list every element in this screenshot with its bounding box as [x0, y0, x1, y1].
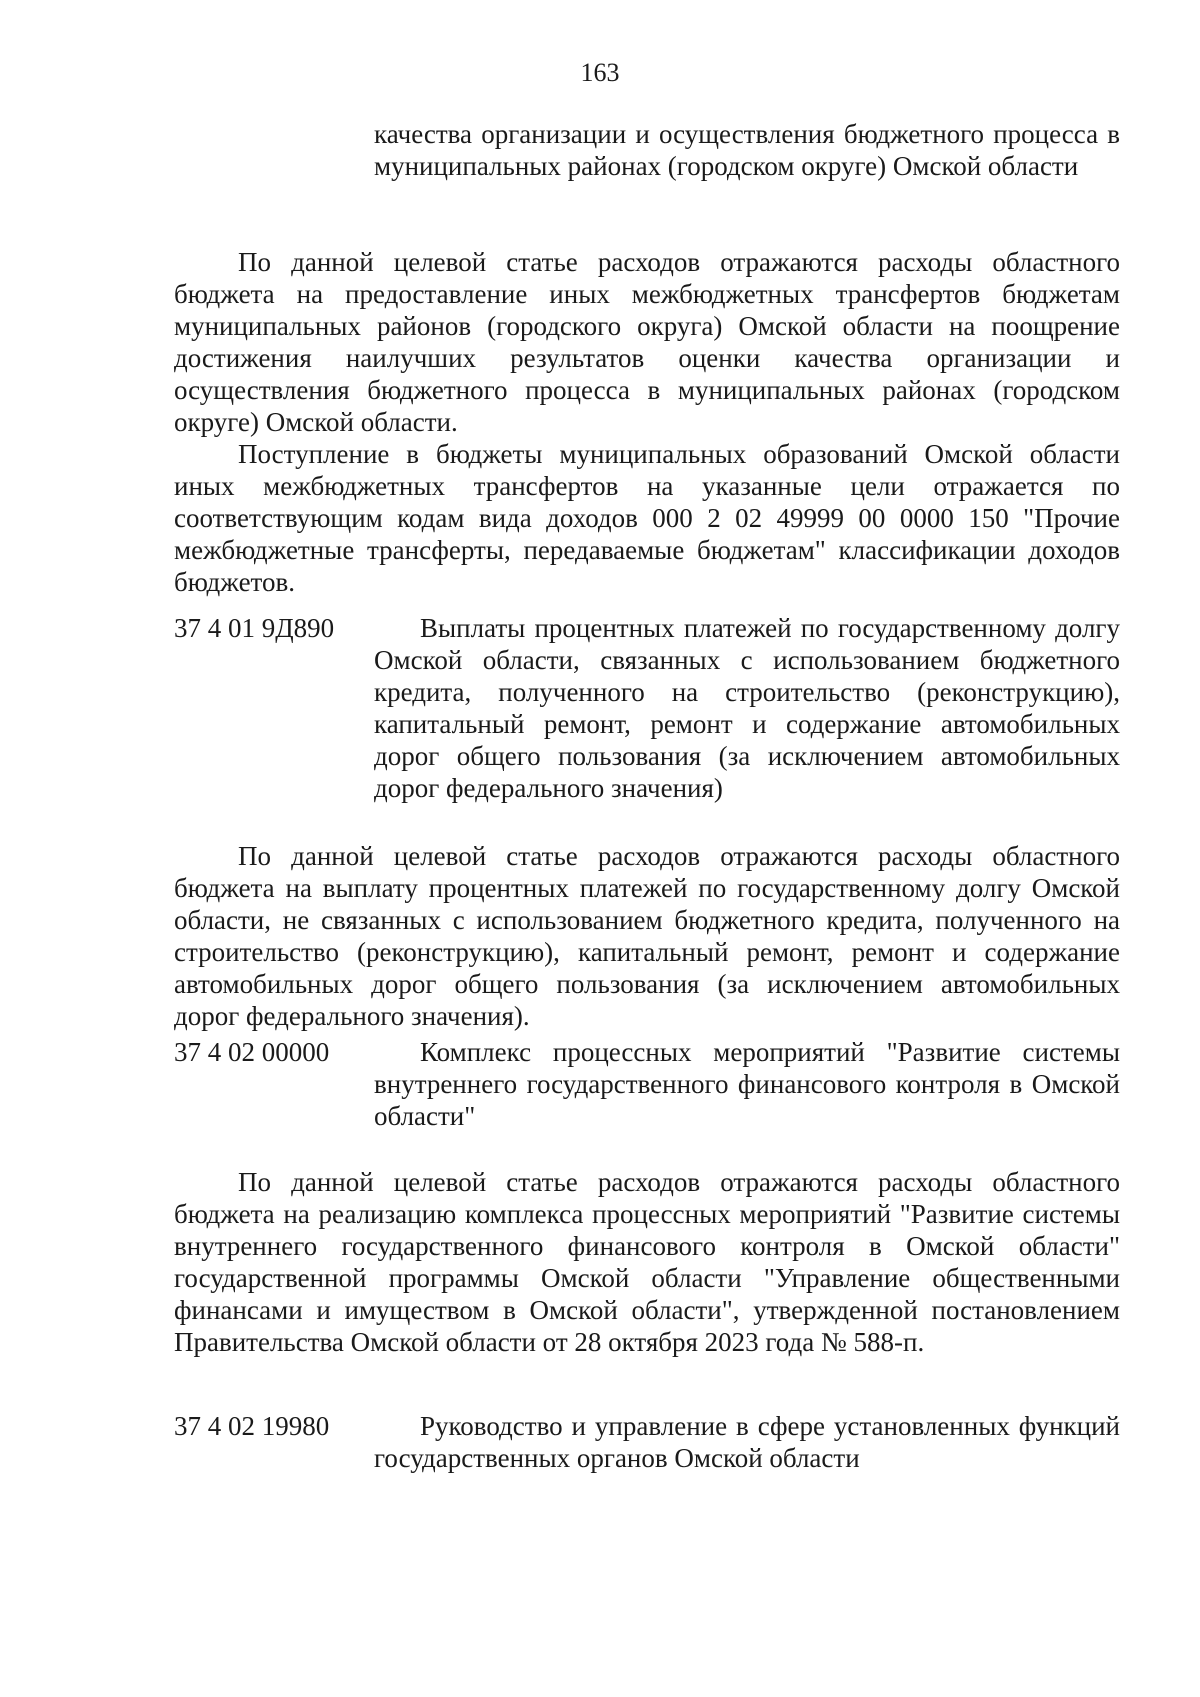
paragraph: По данной целевой статье расходов отражаются расходы областного бюджета на предоставление иных межбюджетных трансфертов бюджетам муниципальных районов (городского округа) Омской области на поощрение достижения наилучших результатов оценки качества организации и осуществления бюджетного процесса в муниципальных районах (городском округе) Омской области.	[174, 247, 1120, 437]
entry-title: Выплаты процентных платежей по государственному долгу Омской области, связанных с использованием бюджетного кредита, полученного на строительство (реконструкцию), капитальный ремонт, ремонт и содержание автомобильных дорог общего пользования (за исключением автомобильных дорог федерального значения)	[374, 613, 1120, 803]
entry-title: Руководство и управление в сфере установленных функций государственных органов Омской области	[374, 1411, 1120, 1473]
entry-title: Комплекс процессных мероприятий "Развитие системы внутреннего государственного финансового контроля в Омской области"	[374, 1037, 1120, 1131]
paragraph: Поступление в бюджеты муниципальных образований Омской области иных межбюджетных трансфертов на указанные цели отражается по соответствующим кодам вида доходов 000 2 02 49999 00 0000 150 "Прочие межбюджетные трансферты, передаваемые бюджетам" классификации доходов бюджетов.	[174, 439, 1120, 597]
budget-code: 37 4 01 9Д890	[174, 613, 335, 643]
heading-continuation: качества организации и осуществления бюджетного процесса в муниципальных районах (городском округе) Омской области	[374, 119, 1120, 181]
budget-code: 37 4 02 19980	[174, 1411, 330, 1441]
paragraph: По данной целевой статье расходов отражаются расходы областного бюджета на реализацию комплекса процессных мероприятий "Развитие системы внутреннего государственного финансового контроля в Омской области" государственной программы Омской области "Управление общественными финансами и имуществом в Омской области", утвержденной постановлением Правительства Омской области от 28 октября 2023 года № 588-п.	[174, 1167, 1120, 1357]
paragraph: По данной целевой статье расходов отражаются расходы областного бюджета на выплату процентных платежей по государственному долгу Омской области, не связанных с использованием бюджетного кредита, полученного на строительство (реконструкцию), капитальный ремонт, ремонт и содержание автомобильных дорог общего пользования (за исключением автомобильных дорог федерального значения).	[174, 841, 1120, 1031]
page-number: 163	[580, 58, 620, 87]
budget-code: 37 4 02 00000	[174, 1037, 330, 1067]
